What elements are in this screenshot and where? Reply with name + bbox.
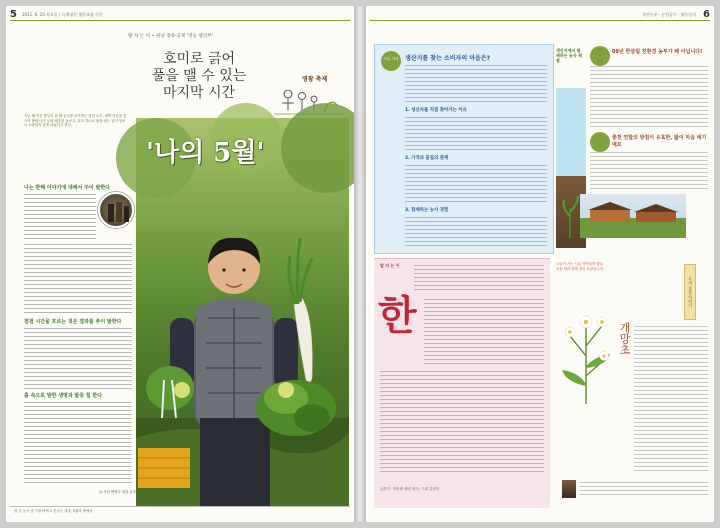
author-photo	[562, 480, 576, 498]
big-character: 한	[378, 292, 417, 339]
body-text	[405, 65, 547, 105]
article-heading: 충천 연합의 방침이 유효한, 밟이 마음 예기예요	[612, 135, 707, 148]
body-text	[405, 217, 547, 249]
spread-gutter	[354, 6, 366, 522]
body-text	[424, 299, 544, 369]
column-tag	[590, 46, 610, 66]
author-note	[580, 482, 708, 500]
essay-box	[374, 258, 550, 508]
section-header: 발 자 는 이 • 위낭 경축·공제 '영농 청년부'	[128, 34, 213, 39]
box-subheading: 1. 생산자를 직접 찾아가는 이유	[405, 108, 467, 113]
title-line: 마지막 시간	[162, 85, 236, 101]
body-text	[590, 66, 708, 130]
body-text	[414, 265, 544, 293]
byline: 글·사진 박영수 청년 농부	[98, 490, 136, 494]
side-note: 나들이 가는 시골 아이들의 발걸음을 따라 함께 걸어 보았습니다.	[556, 262, 604, 271]
column-tag	[590, 132, 610, 152]
body-text	[405, 117, 547, 153]
flower-name: 개망초	[618, 322, 631, 355]
body-text	[380, 371, 544, 475]
body-text	[24, 328, 132, 390]
box-subheading: 2. 가격과 품질의 관계	[405, 156, 449, 161]
page-number: 6	[703, 9, 710, 20]
handwritten-label: 영왕 축제	[302, 76, 328, 83]
body-text	[24, 194, 96, 242]
feature-title: '나의 5월'	[146, 138, 265, 168]
footer-caption: 일 년 농사 중 가장 바쁘고 신나는 계절, 5월의 밭에서.	[14, 509, 94, 513]
right-page	[366, 6, 714, 522]
subheading: 점점 시간을 흐르는 것은 결과를 추이 발한다	[24, 319, 122, 325]
inset-photo	[98, 192, 134, 228]
lead-text: 지난 해 이른 봄부터 한 해 농사를 준비하는 청년 농부. 새벽 이슬을 맞으며 밭에 나가 무와 배추를 돌보고, 호미 하나로 풀을 매는 일이 얼마나 소중한지 알게 되었다고 한다.	[24, 114, 127, 128]
subheading: 흙 속으로 발한 생명과 밭중 힘 한다	[24, 393, 103, 399]
side-label: 생산지에서 함께하는 농사 체험	[556, 48, 582, 63]
running-head: 청년농부 · 농업공동 · 영농일지	[642, 12, 696, 17]
reporter-tag: 이슈 기자	[381, 51, 401, 71]
body-text	[24, 402, 132, 486]
article-heading: 09년 한살림 친환경 농부가 해 아닙니다!	[612, 49, 703, 55]
fleabane-illustration	[556, 296, 616, 406]
article-box-consumers	[374, 44, 554, 254]
building-photo	[580, 194, 686, 238]
article-heading: 생산지를 찾는 소비자의 마음은?	[405, 55, 491, 62]
essay-kicker: 발 자 는 이	[380, 263, 400, 268]
page-title	[134, 51, 264, 102]
body-text	[634, 326, 708, 476]
title-line: 호미로 긁어	[162, 51, 236, 67]
body-text	[590, 152, 708, 192]
title-line: 풀을 맬 수 있는	[151, 68, 247, 84]
page-number: 5	[10, 9, 17, 20]
column-title: 우리 풀꽃 이야기	[684, 264, 696, 320]
box-subheading: 3. 함께하는 농사 경험	[405, 208, 449, 213]
farmer-photo	[136, 118, 349, 506]
running-head: 2011. 6. 20 월요일 | 녹색평론 협동조합 신문	[22, 12, 103, 17]
essay-footer: 글쓴이 · 박승원 생태 작가 / 그림 김선미	[380, 487, 439, 491]
body-text	[24, 244, 132, 316]
body-text	[405, 165, 547, 205]
subheading: 나는 한해 이야기에 대해서 주어 발한다	[24, 185, 110, 191]
left-page	[6, 6, 354, 522]
